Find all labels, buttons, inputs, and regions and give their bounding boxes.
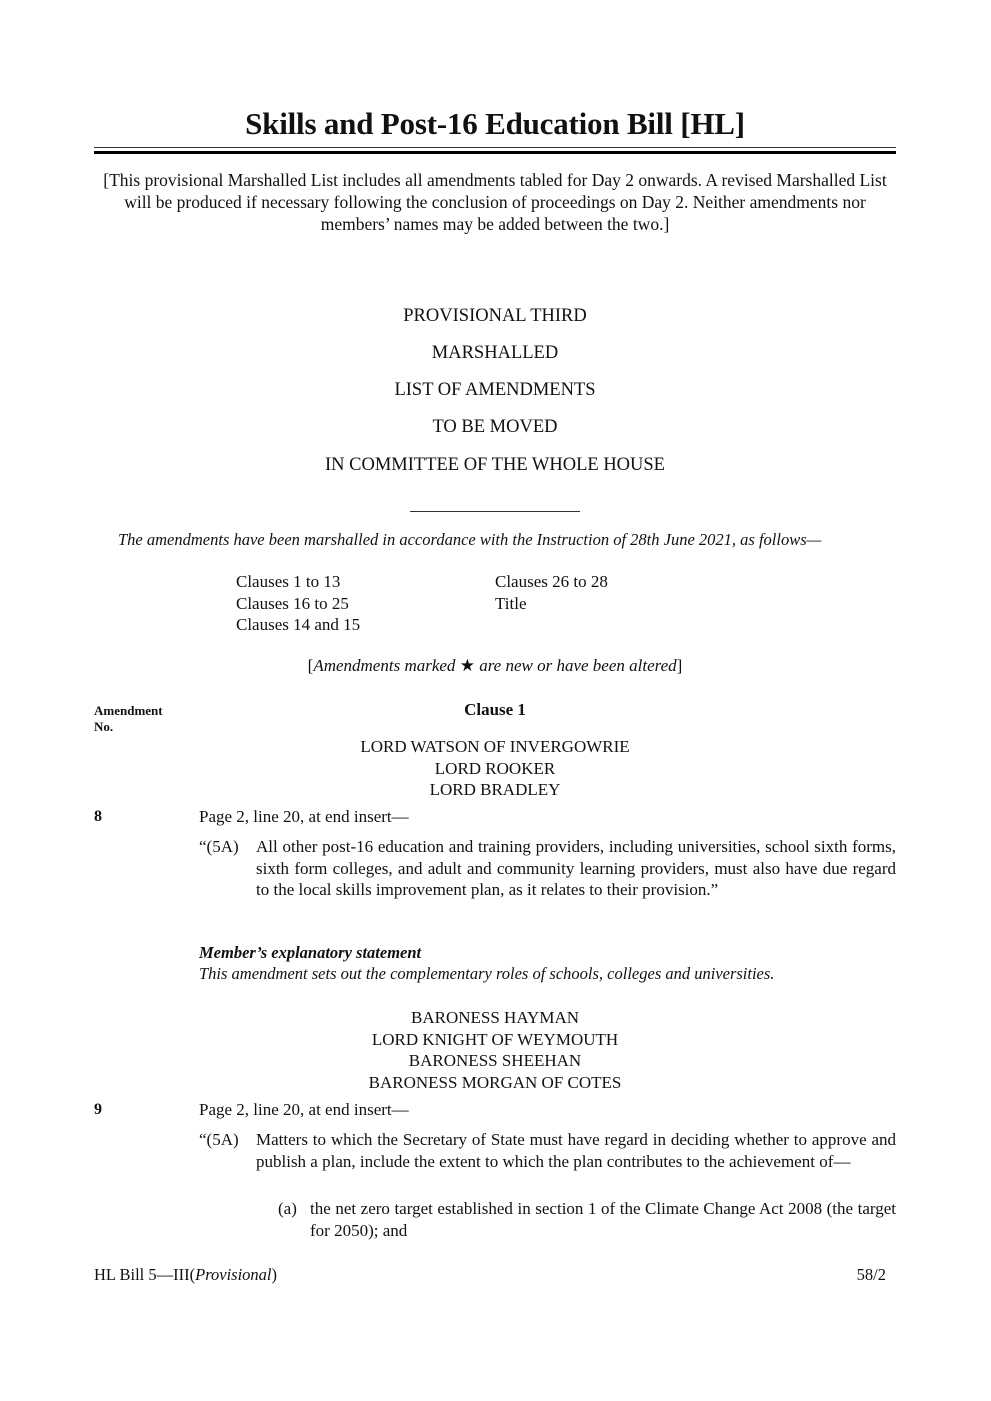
heading-line-4: TO BE MOVED — [432, 417, 558, 437]
clause-order-item: Clauses 1 to 13 — [236, 572, 341, 591]
explanatory-statement-heading: Member’s explanatory statement — [199, 943, 422, 962]
clause-order-item: Clauses 14 and 15 — [236, 615, 361, 634]
inserted-text: Matters to which the Secretary of State must have regard in deciding whether to approve and publish a plan, include the extent to which the plan contributes to the achievement of— — [256, 1130, 896, 1171]
heading-line-5: IN COMMITTEE OF THE WHOLE HOUSE — [324, 455, 665, 475]
footer-page-reference: 58/2 — [856, 1265, 886, 1284]
member-name: LORD ROOKER — [434, 758, 556, 778]
bill-title: Skills and Post-16 Education Bill [HL] — [245, 106, 745, 141]
amendment-no-label: Amendment No. — [94, 703, 163, 734]
heading-line-2: MARSHALLED — [431, 343, 559, 363]
title-rule-thick — [94, 151, 896, 154]
subsection-label: “(5A) — [199, 1130, 239, 1149]
clause-heading: Clause 1 — [464, 700, 526, 719]
member-name: BARONESS HAYMAN — [411, 1008, 579, 1027]
inserted-text: All other post-16 education and training providers, including universities, school sixth forms, sixth form colleges, and adult and community learning providers, must also have due regard to the local skills improvement plan, as it relates to their provision.” — [256, 837, 896, 899]
amendment-9-members — [94, 1007, 896, 1093]
subsection-label: “(5A) — [199, 837, 239, 856]
amendment-number: 8 — [94, 808, 102, 825]
title-rule-thin — [94, 147, 896, 148]
amendment-number: 9 — [94, 1101, 102, 1118]
clause-order-column-1 — [236, 571, 360, 636]
member-name: BARONESS SHEEHAN — [408, 1051, 582, 1070]
section-divider — [410, 511, 580, 512]
heading-line-3: LIST OF AMENDMENTS — [394, 380, 596, 400]
footer-bill-reference: HL Bill 5—III(Provisional) — [94, 1265, 278, 1284]
member-name: LORD BRADLEY — [429, 780, 561, 799]
clause-order-item: Clauses 26 to 28 — [495, 572, 608, 591]
amendment-location: Page 2, line 20, at end insert— — [199, 1100, 409, 1119]
clause-order-column-2 — [495, 571, 608, 614]
clause-order-item: Title — [495, 593, 527, 613]
paragraph-text: the net zero target established in section 1 of the Climate Change Act 2008 (the target for 2050); and — [310, 1199, 896, 1240]
member-name: BARONESS MORGAN OF COTES — [368, 1072, 622, 1092]
marshalling-intro: The amendments have been marshalled in accordance with the Instruction of 28th June 2021, as follows— — [118, 530, 822, 549]
clause-order-item: Clauses 16 to 25 — [236, 593, 349, 613]
paragraph-label: (a) — [278, 1199, 297, 1218]
altered-note: [Amendments marked ★ are new or have been altered] — [307, 656, 683, 675]
amendment-location: Page 2, line 20, at end insert— — [199, 807, 409, 826]
heading-line-1: PROVISIONAL THIRD — [403, 306, 587, 326]
member-name: LORD KNIGHT OF WEYMOUTH — [371, 1029, 619, 1049]
member-name: LORD WATSON OF INVERGOWRIE — [360, 737, 630, 756]
provisional-notice: [This provisional Marshalled List includes all amendments tabled for Day 2 onwards. A revised Marshalled List will be produced if necessary following the conclusion of proceedings on Day 2. Neither amendments nor members’ names may be added between the two.] — [103, 170, 887, 234]
explanatory-statement-text: This amendment sets out the complementary roles of schools, colleges and universities. — [199, 964, 775, 983]
amendment-8-members — [94, 736, 896, 801]
star-icon: ★ — [459, 656, 475, 675]
